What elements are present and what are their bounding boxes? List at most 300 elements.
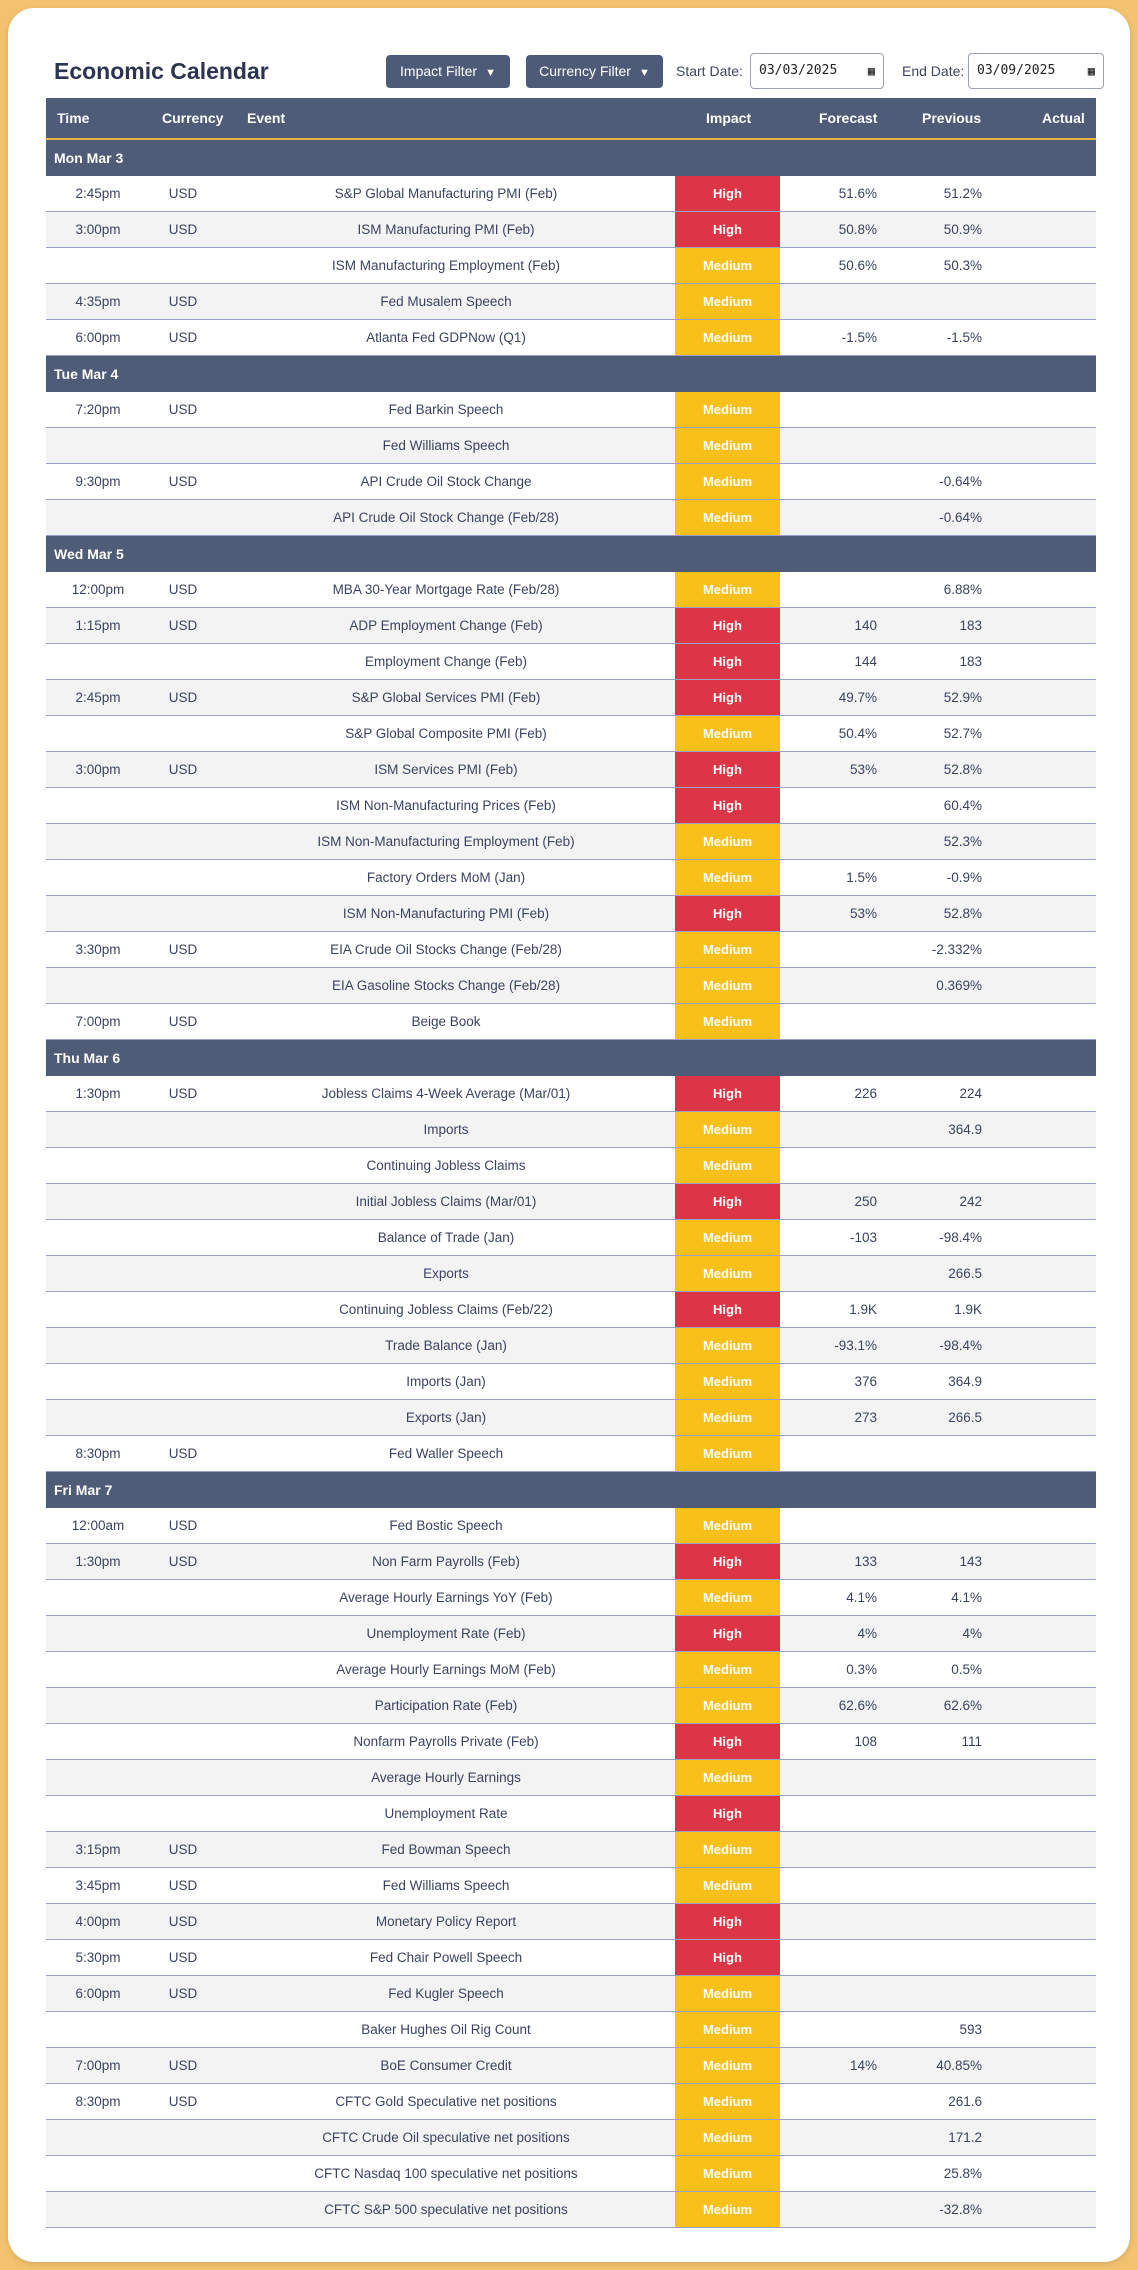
cell-time: 3:15pm xyxy=(75,1842,121,1857)
cell-event: Fed Waller Speech xyxy=(388,1446,504,1461)
cell-event: Exports (Jan) xyxy=(405,1410,487,1425)
cell-time: 7:00pm xyxy=(75,2058,121,2073)
cell-event: Monetary Policy Report xyxy=(375,1914,517,1929)
impact-badge: Medium xyxy=(675,392,780,427)
cell-time: 5:30pm xyxy=(75,1950,121,1965)
cell-event: Trade Balance (Jan) xyxy=(385,1338,507,1353)
table-row[interactable] xyxy=(46,1940,1096,1976)
cell-event: Exports xyxy=(423,1266,469,1281)
cell-previous: 4% xyxy=(962,1626,982,1641)
table-row[interactable] xyxy=(46,788,1096,824)
cell-event: API Crude Oil Stock Change xyxy=(360,474,532,489)
cell-event: S&P Global Manufacturing PMI (Feb) xyxy=(334,186,558,201)
calendar-icon[interactable]: ▦ xyxy=(867,64,875,78)
cell-time: 7:00pm xyxy=(75,1014,121,1029)
start-date-input[interactable] xyxy=(750,53,884,89)
column-header-actual[interactable]: Actual xyxy=(1042,110,1085,126)
cell-currency: USD xyxy=(168,1086,198,1101)
table-row[interactable] xyxy=(46,2120,1096,2156)
cell-forecast: 140 xyxy=(854,618,877,633)
cell-previous: -0.64% xyxy=(939,510,982,525)
cell-previous: 52.3% xyxy=(943,834,982,849)
cell-time: 2:45pm xyxy=(75,186,121,201)
table-row[interactable] xyxy=(46,2084,1096,2120)
impact-badge: Medium xyxy=(675,824,780,859)
cell-event: Imports xyxy=(423,1122,469,1137)
table-row[interactable] xyxy=(46,932,1096,968)
end-date-label: End Date: xyxy=(902,63,965,79)
cell-event: API Crude Oil Stock Change (Feb/28) xyxy=(333,510,559,525)
impact-badge: High xyxy=(675,644,780,679)
table-row[interactable] xyxy=(46,176,1096,212)
cell-event: Fed Bostic Speech xyxy=(389,1518,503,1533)
cell-time: 6:00pm xyxy=(75,330,121,345)
page-title: Economic Calendar xyxy=(54,58,269,84)
cell-forecast: 0.3% xyxy=(846,1662,877,1677)
cell-previous: -98.4% xyxy=(939,1230,982,1245)
table-row[interactable] xyxy=(46,212,1096,248)
cell-previous: 4.1% xyxy=(951,1590,982,1605)
table-row[interactable] xyxy=(46,1364,1096,1400)
cell-currency: USD xyxy=(168,2058,198,2073)
cell-event: EIA Gasoline Stocks Change (Feb/28) xyxy=(331,978,561,993)
cell-time: 1:30pm xyxy=(75,1554,121,1569)
impact-badge: Medium xyxy=(675,1508,780,1543)
cell-currency: USD xyxy=(168,942,198,957)
cell-event: S&P Global Composite PMI (Feb) xyxy=(345,726,547,741)
cell-previous: -0.9% xyxy=(946,870,982,885)
cell-currency: USD xyxy=(168,1446,198,1461)
cell-forecast: 133 xyxy=(854,1554,877,1569)
cell-event: Average Hourly Earnings xyxy=(371,1770,521,1785)
toolbar xyxy=(46,50,1104,93)
impact-badge: Medium xyxy=(675,2120,780,2155)
impact-badge: Medium xyxy=(675,500,780,535)
table-row[interactable] xyxy=(46,1292,1096,1328)
impact-badge: High xyxy=(675,680,780,715)
cell-event: ISM Manufacturing Employment (Feb) xyxy=(331,258,561,273)
cell-previous: 0.5% xyxy=(951,1662,982,1677)
cell-event: Average Hourly Earnings YoY (Feb) xyxy=(339,1590,553,1605)
table-row[interactable] xyxy=(46,824,1096,860)
cell-previous: 266.5 xyxy=(948,1266,982,1281)
impact-badge: Medium xyxy=(675,1400,780,1435)
cell-previous: -2.332% xyxy=(931,942,982,957)
impact-badge: High xyxy=(675,788,780,823)
cell-time: 4:35pm xyxy=(75,294,121,309)
table-body xyxy=(46,140,1096,2228)
cell-event: MBA 30-Year Mortgage Rate (Feb/28) xyxy=(332,582,560,597)
cell-forecast: -93.1% xyxy=(834,1338,877,1353)
cell-forecast: 376 xyxy=(854,1374,877,1389)
cell-forecast: 50.4% xyxy=(838,726,877,741)
cell-currency: USD xyxy=(168,402,198,417)
impact-badge: High xyxy=(675,176,780,211)
cell-event: Nonfarm Payrolls Private (Feb) xyxy=(353,1734,539,1749)
cell-previous: 111 xyxy=(961,1734,982,1749)
cell-previous: 52.8% xyxy=(943,762,982,777)
cell-previous: 593 xyxy=(959,2022,982,2037)
impact-badge: Medium xyxy=(675,932,780,967)
day-header: Fri Mar 7 xyxy=(46,1472,1096,1508)
table-row[interactable] xyxy=(46,1400,1096,1436)
cell-time: 4:00pm xyxy=(75,1914,121,1929)
table-row[interactable] xyxy=(46,1832,1096,1868)
start-date-value: 03/03/2025 xyxy=(759,63,838,78)
table-row[interactable] xyxy=(46,1724,1096,1760)
impact-badge: Medium xyxy=(675,1976,780,2011)
impact-badge: Medium xyxy=(675,1004,780,1039)
impact-badge: High xyxy=(675,1076,780,1111)
cell-previous: 261.6 xyxy=(948,2094,982,2109)
table-row[interactable] xyxy=(46,1436,1096,1472)
cell-previous: -1.5% xyxy=(946,330,982,345)
impact-filter-label: Impact Filter xyxy=(400,63,478,79)
table-row[interactable] xyxy=(46,1580,1096,1616)
cell-currency: USD xyxy=(168,690,198,705)
cell-forecast: 4.1% xyxy=(846,1590,877,1605)
cell-previous: 52.9% xyxy=(943,690,982,705)
impact-badge: High xyxy=(675,896,780,931)
cell-previous: 6.88% xyxy=(943,582,982,597)
cell-time: 3:00pm xyxy=(75,762,121,777)
start-date-label: Start Date: xyxy=(676,63,743,79)
table-row[interactable] xyxy=(46,1256,1096,1292)
cell-event: Balance of Trade (Jan) xyxy=(377,1230,515,1245)
impact-badge: Medium xyxy=(675,1220,780,1255)
cell-time: 6:00pm xyxy=(75,1986,121,2001)
currency-filter-button[interactable] xyxy=(526,55,663,88)
table-row[interactable] xyxy=(46,2012,1096,2048)
cell-event: Average Hourly Earnings MoM (Feb) xyxy=(336,1662,556,1677)
impact-badge: High xyxy=(675,1616,780,1651)
cell-currency: USD xyxy=(168,1986,198,2001)
table-row[interactable] xyxy=(46,716,1096,752)
cell-event: ISM Non-Manufacturing Employment (Feb) xyxy=(317,834,575,849)
cell-forecast: 49.7% xyxy=(838,690,877,705)
table-row[interactable] xyxy=(46,500,1096,536)
table-row[interactable] xyxy=(46,1328,1096,1364)
end-date-input[interactable] xyxy=(968,53,1104,89)
cell-event: Unemployment Rate (Feb) xyxy=(366,1626,526,1641)
cell-previous: 50.3% xyxy=(943,258,982,273)
cell-event: Continuing Jobless Claims (Feb/22) xyxy=(339,1302,553,1317)
cell-currency: USD xyxy=(168,222,198,237)
impact-badge: Medium xyxy=(675,320,780,355)
cell-event: CFTC Crude Oil speculative net positions xyxy=(322,2130,570,2145)
cell-currency: USD xyxy=(168,186,198,201)
cell-forecast: 273 xyxy=(854,1410,877,1425)
caret-down-icon: ▼ xyxy=(485,67,496,79)
impact-badge: Medium xyxy=(675,1364,780,1399)
cell-previous: 25.8% xyxy=(943,2166,982,2181)
table-row[interactable] xyxy=(46,1184,1096,1220)
cell-event: Baker Hughes Oil Rig Count xyxy=(361,2022,531,2037)
table-row[interactable] xyxy=(46,572,1096,608)
table-row[interactable] xyxy=(46,1220,1096,1256)
calendar-icon[interactable]: ▦ xyxy=(1087,64,1095,78)
table-row[interactable] xyxy=(46,1112,1096,1148)
end-date-value: 03/09/2025 xyxy=(977,63,1056,78)
table-row[interactable] xyxy=(46,1796,1096,1832)
table-row[interactable] xyxy=(46,2048,1096,2084)
impact-badge: Medium xyxy=(675,1760,780,1795)
table-row[interactable] xyxy=(46,2156,1096,2192)
impact-badge: Medium xyxy=(675,464,780,499)
cell-event: Continuing Jobless Claims xyxy=(366,1158,526,1173)
cell-time: 1:15pm xyxy=(75,618,121,633)
table-row[interactable] xyxy=(46,1004,1096,1040)
cell-event: Unemployment Rate xyxy=(384,1806,508,1821)
cell-time: 12:00pm xyxy=(71,582,125,597)
impact-badge: High xyxy=(675,1796,780,1831)
impact-badge: High xyxy=(675,1292,780,1327)
impact-badge: Medium xyxy=(675,1652,780,1687)
cell-currency: USD xyxy=(168,762,198,777)
table-row[interactable] xyxy=(46,1148,1096,1184)
table-row[interactable] xyxy=(46,1508,1096,1544)
impact-badge: High xyxy=(675,1724,780,1759)
cell-currency: USD xyxy=(168,1950,198,1965)
cell-forecast: 108 xyxy=(854,1734,877,1749)
cell-previous: 364.9 xyxy=(948,1374,982,1389)
cell-event: Fed Barkin Speech xyxy=(388,402,504,417)
cell-event: ISM Manufacturing PMI (Feb) xyxy=(357,222,535,237)
cell-currency: USD xyxy=(168,1878,198,1893)
cell-event: ISM Non-Manufacturing PMI (Feb) xyxy=(342,906,550,921)
table-row[interactable] xyxy=(46,644,1096,680)
cell-forecast: 250 xyxy=(854,1194,877,1209)
cell-forecast: 1.9K xyxy=(849,1302,877,1317)
cell-forecast: 1.5% xyxy=(846,870,877,885)
cell-forecast: 4% xyxy=(857,1626,877,1641)
day-header: Mon Mar 3 xyxy=(46,140,1096,176)
cell-previous: 266.5 xyxy=(948,1410,982,1425)
cell-previous: 62.6% xyxy=(943,1698,982,1713)
cell-event: Fed Bowman Speech xyxy=(381,1842,511,1857)
table-row[interactable] xyxy=(46,968,1096,1004)
impact-badge: Medium xyxy=(675,428,780,463)
column-header-event[interactable]: Event xyxy=(247,110,286,126)
impact-badge: Medium xyxy=(675,716,780,751)
impact-badge: Medium xyxy=(675,1148,780,1183)
impact-badge: Medium xyxy=(675,1688,780,1723)
cell-currency: USD xyxy=(168,1518,198,1533)
impact-badge: Medium xyxy=(675,248,780,283)
cell-time: 8:30pm xyxy=(75,1446,121,1461)
impact-badge: Medium xyxy=(675,860,780,895)
table-row[interactable] xyxy=(46,320,1096,356)
impact-badge: Medium xyxy=(675,1112,780,1147)
impact-badge: Medium xyxy=(675,284,780,319)
cell-time: 2:45pm xyxy=(75,690,121,705)
cell-event: Factory Orders MoM (Jan) xyxy=(366,870,526,885)
cell-event: Fed Kugler Speech xyxy=(388,1986,504,2001)
cell-event: Fed Williams Speech xyxy=(382,438,510,453)
cell-event: CFTC Gold Speculative net positions xyxy=(335,2094,557,2109)
column-header-impact[interactable]: Impact xyxy=(706,110,752,126)
cell-previous: 183 xyxy=(959,618,982,633)
cell-currency: USD xyxy=(168,2094,198,2109)
column-header-previous[interactable]: Previous xyxy=(922,110,982,126)
cell-time: 8:30pm xyxy=(75,2094,121,2109)
cell-currency: USD xyxy=(168,330,198,345)
table-row[interactable] xyxy=(46,1616,1096,1652)
impact-badge: Medium xyxy=(675,2156,780,2191)
cell-currency: USD xyxy=(168,1554,198,1569)
impact-badge: Medium xyxy=(675,968,780,1003)
impact-badge: High xyxy=(675,608,780,643)
cell-event: ADP Employment Change (Feb) xyxy=(349,618,543,633)
impact-badge: High xyxy=(675,212,780,247)
table-row[interactable] xyxy=(46,464,1096,500)
table-row[interactable] xyxy=(46,1076,1096,1112)
impact-badge: Medium xyxy=(675,1436,780,1471)
cell-forecast: 50.6% xyxy=(838,258,877,273)
impact-badge: Medium xyxy=(675,1580,780,1615)
cell-previous: 224 xyxy=(959,1086,982,1101)
cell-time: 1:30pm xyxy=(75,1086,121,1101)
table-row[interactable] xyxy=(46,1688,1096,1724)
cell-event: Fed Musalem Speech xyxy=(380,294,512,309)
impact-badge: Medium xyxy=(675,1832,780,1867)
cell-event: Beige Book xyxy=(411,1014,481,1029)
cell-event: BoE Consumer Credit xyxy=(380,2058,512,2073)
cell-previous: 1.9K xyxy=(954,1302,982,1317)
cell-forecast: -103 xyxy=(849,1230,877,1245)
cell-currency: USD xyxy=(168,294,198,309)
table-row[interactable] xyxy=(46,284,1096,320)
cell-time: 9:30pm xyxy=(75,474,121,489)
cell-previous: 60.4% xyxy=(943,798,982,813)
impact-badge: High xyxy=(675,752,780,787)
impact-badge: High xyxy=(675,1184,780,1219)
column-header-currency[interactable]: Currency xyxy=(162,110,224,126)
table-row[interactable] xyxy=(46,1868,1096,1904)
impact-badge: Medium xyxy=(675,1328,780,1363)
cell-event: Initial Jobless Claims (Mar/01) xyxy=(355,1194,537,1209)
impact-badge: High xyxy=(675,1904,780,1939)
cell-event: Imports (Jan) xyxy=(406,1374,486,1389)
impact-filter-button[interactable] xyxy=(386,55,510,88)
cell-event: ISM Services PMI (Feb) xyxy=(374,762,518,777)
impact-badge: Medium xyxy=(675,572,780,607)
table-header xyxy=(46,98,1096,140)
impact-badge: Medium xyxy=(675,1868,780,1903)
cell-event: EIA Crude Oil Stocks Change (Feb/28) xyxy=(330,942,562,957)
cell-previous: 171.2 xyxy=(948,2130,982,2145)
table-row[interactable] xyxy=(46,752,1096,788)
cell-forecast: 144 xyxy=(854,654,877,669)
cell-currency: USD xyxy=(168,1014,198,1029)
impact-badge: Medium xyxy=(675,2084,780,2119)
cell-previous: 183 xyxy=(959,654,982,669)
cell-event: ISM Non-Manufacturing Prices (Feb) xyxy=(336,798,556,813)
caret-down-icon: ▼ xyxy=(638,67,650,79)
day-header: Wed Mar 5 xyxy=(46,536,1096,572)
cell-event: Participation Rate (Feb) xyxy=(374,1698,518,1713)
currency-filter-label: Currency Filter xyxy=(539,63,631,79)
cell-time: 7:20pm xyxy=(75,402,121,417)
cell-previous: 50.9% xyxy=(943,222,982,237)
table-row[interactable] xyxy=(46,1976,1096,2012)
table-row[interactable] xyxy=(46,1544,1096,1580)
cell-forecast: 51.6% xyxy=(838,186,877,201)
day-header: Thu Mar 6 xyxy=(46,1040,1096,1076)
column-header-time[interactable]: Time xyxy=(57,110,90,126)
cell-forecast: 50.8% xyxy=(838,222,877,237)
cell-time: 3:30pm xyxy=(75,942,121,957)
cell-event: Employment Change (Feb) xyxy=(364,654,528,669)
cell-currency: USD xyxy=(168,618,198,633)
table-row[interactable] xyxy=(46,680,1096,716)
cell-forecast: -1.5% xyxy=(841,330,877,345)
impact-badge: Medium xyxy=(675,2192,780,2227)
cell-currency: USD xyxy=(168,474,198,489)
table-row[interactable] xyxy=(46,428,1096,464)
impact-badge: Medium xyxy=(675,1256,780,1291)
cell-forecast: 226 xyxy=(854,1086,877,1101)
table-row[interactable] xyxy=(46,860,1096,896)
cell-previous: -98.4% xyxy=(939,1338,982,1353)
cell-time: 3:00pm xyxy=(75,222,121,237)
table-row[interactable] xyxy=(46,392,1096,428)
column-header-forecast[interactable]: Forecast xyxy=(819,110,878,126)
cell-forecast: 53% xyxy=(849,762,877,777)
cell-previous: 52.7% xyxy=(943,726,982,741)
impact-badge: High xyxy=(675,1544,780,1579)
impact-badge: Medium xyxy=(675,2012,780,2047)
table-row[interactable] xyxy=(46,608,1096,644)
cell-event: S&P Global Services PMI (Feb) xyxy=(351,690,541,705)
day-header: Tue Mar 4 xyxy=(46,356,1096,392)
impact-badge: Medium xyxy=(675,2048,780,2083)
table-row[interactable] xyxy=(46,896,1096,932)
cell-currency: USD xyxy=(168,1914,198,1929)
cell-previous: 0.369% xyxy=(936,978,982,993)
cell-event: Jobless Claims 4-Week Average (Mar/01) xyxy=(321,1086,571,1101)
cell-previous: 51.2% xyxy=(943,186,982,201)
cell-previous: 242 xyxy=(959,1194,982,1209)
cell-forecast: 62.6% xyxy=(838,1698,877,1713)
table-row[interactable] xyxy=(46,2192,1096,2228)
economic-calendar-table xyxy=(46,98,1096,2228)
cell-currency: USD xyxy=(168,582,198,597)
cell-previous: -32.8% xyxy=(939,2202,982,2217)
cell-event: Atlanta Fed GDPNow (Q1) xyxy=(366,330,526,345)
table-row[interactable] xyxy=(46,1904,1096,1940)
cell-previous: 40.85% xyxy=(936,2058,982,2073)
cell-forecast: 53% xyxy=(849,906,877,921)
cell-previous: 52.8% xyxy=(943,906,982,921)
cell-previous: 143 xyxy=(959,1554,982,1569)
cell-event: CFTC S&P 500 speculative net positions xyxy=(324,2202,568,2217)
table-row[interactable] xyxy=(46,248,1096,284)
impact-badge: High xyxy=(675,1940,780,1975)
cell-event: CFTC Nasdaq 100 speculative net positions xyxy=(314,2166,578,2181)
cell-event: Fed Chair Powell Speech xyxy=(369,1950,523,1965)
cell-previous: 364.9 xyxy=(948,1122,982,1137)
cell-previous: -0.64% xyxy=(939,474,982,489)
table-row[interactable] xyxy=(46,1652,1096,1688)
table-row[interactable] xyxy=(46,1760,1096,1796)
cell-forecast: 14% xyxy=(849,2058,877,2073)
cell-event: Fed Williams Speech xyxy=(382,1878,510,1893)
cell-currency: USD xyxy=(168,1842,198,1857)
cell-event: Non Farm Payrolls (Feb) xyxy=(372,1554,520,1569)
cell-time: 3:45pm xyxy=(75,1878,121,1893)
cell-time: 12:00am xyxy=(71,1518,125,1533)
